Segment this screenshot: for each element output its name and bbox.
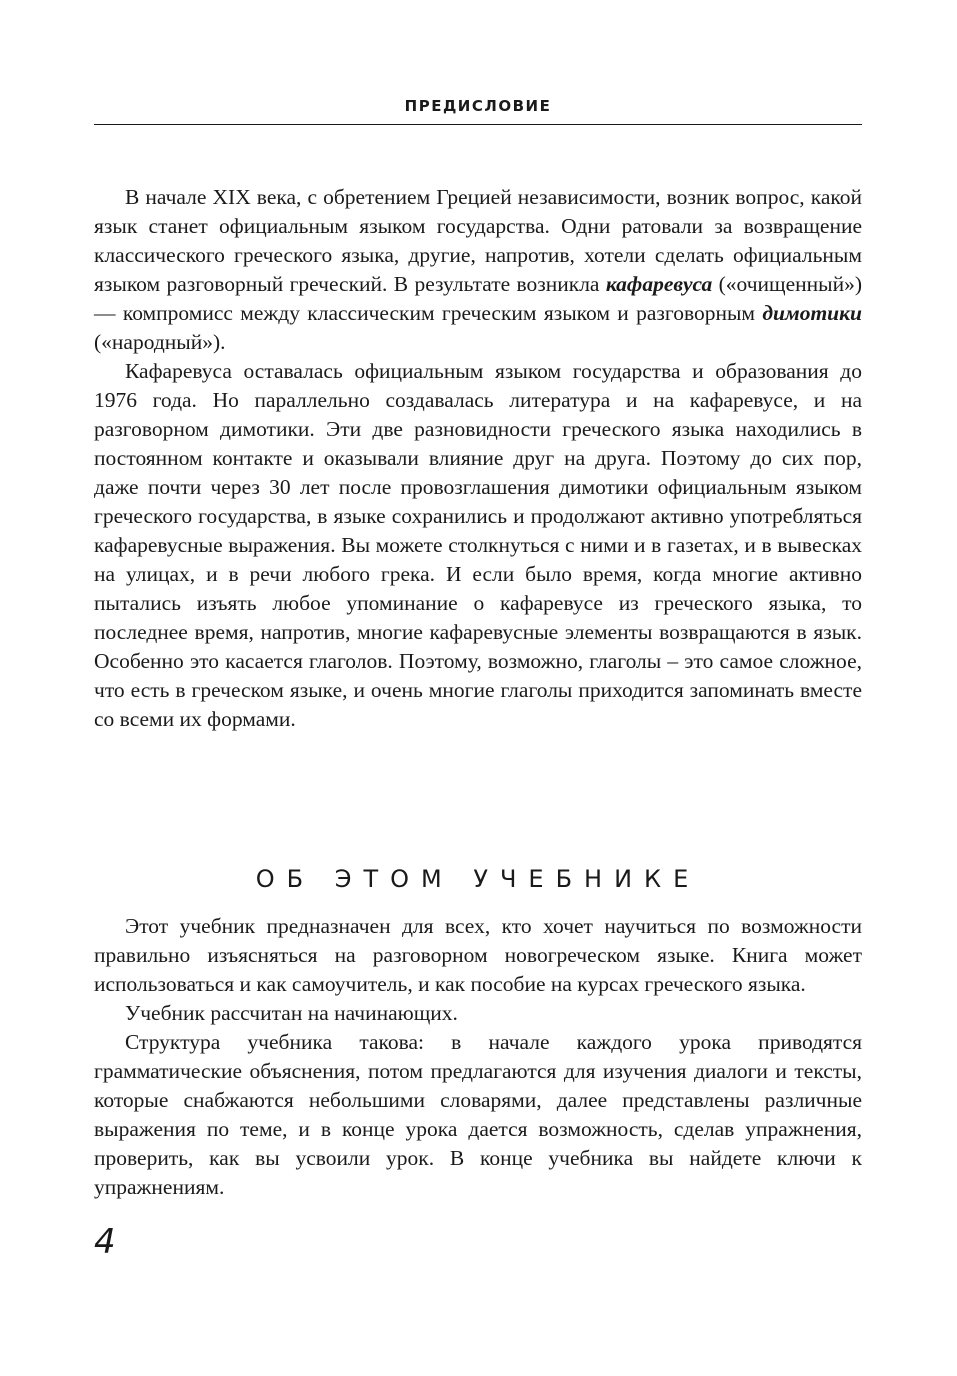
section-heading: ОБ ЭТОМ УЧЕБНИКЕ xyxy=(255,865,701,893)
about-textbook-text xyxy=(94,912,862,1202)
intro-p1-text-1: В начале XIX века, с обретением Грецией независимости, возник вопрос, какой язык станет официальным языком государства. Одни ратовали за возвращение классического греческого языка, другие, напротив, хотели сделать официальным языком разговорный греческий. В результате возникла xyxy=(94,185,862,296)
running-header xyxy=(94,96,862,125)
running-header-title: ПРЕДИСЛОВИЕ xyxy=(404,97,552,115)
about-paragraph-2: Учебник рассчитан на начинающих. xyxy=(125,1001,458,1025)
term-katharevousa: кафаревуса xyxy=(605,272,713,296)
intro-text xyxy=(94,183,862,734)
intro-paragraph-1 xyxy=(94,183,862,357)
intro-p1-text-3: («народный»). xyxy=(94,330,226,354)
intro-p1-text-2: («очищенный») — компромисс между классическим греческим языком и разговорным xyxy=(94,272,862,325)
term-dimotiki: димотики xyxy=(762,301,862,325)
about-paragraph-3: Структура учебника такова: в начале каждого урока приводятся грамматические объяснения, потом предлагаются для изучения диалоги и тексты, которые снабжаются небольшими словарями, далее представлены различные выражения по теме, и в конце урока дается возможность, сделав упражнения, проверить, как вы усвоили урок. В конце учебника вы найдете ключи к упражнениям. xyxy=(94,1030,862,1199)
intro-paragraph-2: Кафаревуса оставалась официальным языком государства и образования до 1976 года. Но параллельно создавалась литература и на кафаревусе, и на разговорном димотики. Эти две разновидности греческого языка находились в постоянном контакте и оказывали влияние друг на друга. Поэтому до сих пор, даже почти через 30 лет после провозглашения димотики официальным языком греческого государства, в языке сохранились и продолжают активно употребляться кафаревусные выражения. Вы можете столкнуться с ними и в газетах, и в вывесках на улицах, и в речи любого грека. И если было время, когда многие активно пытались изъять любое упоминание о кафаревусе из греческого языка, то последнее время, напротив, многие кафаревусные элементы возвращаются в язык. Особенно это касается глаголов. Поэтому, возможно, глаголы – это самое сложное, что есть в греческом языке, и очень многие глаголы приходится запоминать вместе со всеми их формами. xyxy=(94,359,862,731)
about-paragraph-1: Этот учебник предназначен для всех, кто хочет научиться по возможности правильно изъясняться на разговорном новогреческом языке. Книга может использоваться и как самоучитель, и как пособие на курсах греческого языка. xyxy=(94,914,862,996)
page-number: 4 xyxy=(94,1222,116,1262)
